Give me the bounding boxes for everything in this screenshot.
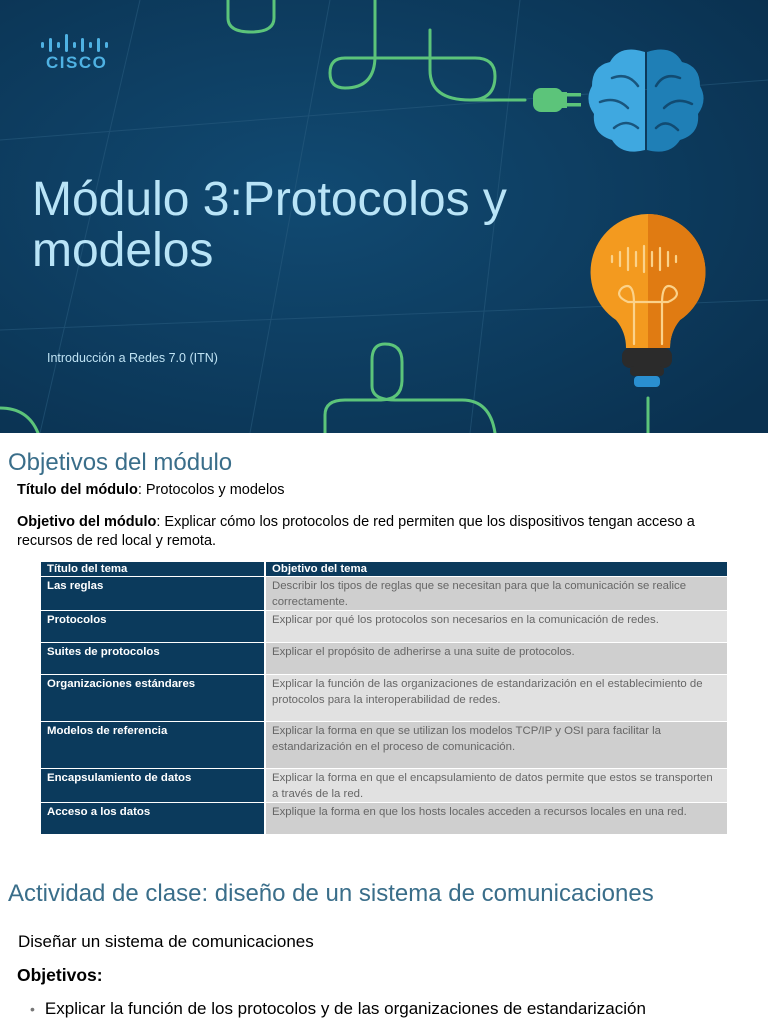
topic-cell: Organizaciones estándares bbox=[41, 675, 265, 722]
table-header-row bbox=[41, 562, 727, 577]
cisco-logo bbox=[39, 34, 111, 74]
cisco-wordmark: CISCO bbox=[46, 53, 108, 72]
bullet-icon: • bbox=[30, 1001, 35, 1017]
table-row bbox=[41, 769, 727, 803]
goal-cell: Explique la forma en que los hosts locales acceden a recursos locales en una red. bbox=[265, 803, 727, 835]
goal-cell: Explicar por qué los protocolos son necesarios en la comunicación de redes. bbox=[265, 611, 727, 643]
objectives-heading: Objetivos del módulo bbox=[8, 449, 233, 476]
column-header-goal: Objetivo del tema bbox=[265, 562, 727, 577]
goal-cell: Explicar la forma en que se utilizan los modelos TCP/IP y OSI para facilitar la estandarización en el proceso de comunicación. bbox=[265, 722, 727, 769]
topic-cell: Modelos de referencia bbox=[41, 722, 265, 769]
activity-objectives-label: Objetivos: bbox=[17, 965, 103, 985]
table-row bbox=[41, 722, 727, 769]
slide-subtitle: Introducción a Redes 7.0 (ITN) bbox=[47, 351, 218, 365]
module-goal-label: Objetivo del módulo bbox=[17, 514, 157, 530]
topic-cell: Encapsulamiento de datos bbox=[41, 769, 265, 803]
module-title-label: Título del módulo bbox=[17, 482, 138, 498]
table-row bbox=[41, 643, 727, 675]
goal-cell: Describir los tipos de reglas que se necesitan para que la comunicación se realice correctamente. bbox=[265, 577, 727, 611]
topics-table bbox=[41, 562, 727, 835]
topic-cell: Las reglas bbox=[41, 577, 265, 611]
goal-cell: Explicar la forma en que el encapsulamiento de datos permite que estos se transporten a través de la red. bbox=[265, 769, 727, 803]
goal-cell: Explicar el propósito de adherirse a una suite de protocolos. bbox=[265, 643, 727, 675]
activity-heading: Actividad de clase: diseño de un sistema de comunicaciones bbox=[8, 880, 654, 907]
title-slide bbox=[0, 0, 768, 433]
column-header-topic: Título del tema bbox=[41, 562, 265, 577]
table-row bbox=[41, 803, 727, 835]
slide-title: Módulo 3:Protocolos y modelos bbox=[32, 173, 507, 277]
cisco-bars-icon bbox=[39, 34, 111, 52]
activity-subheading: Diseñar un sistema de comunicaciones bbox=[18, 932, 314, 951]
topic-cell: Protocolos bbox=[41, 611, 265, 643]
table-row bbox=[41, 577, 727, 611]
module-goal-line bbox=[17, 513, 737, 551]
table-row bbox=[41, 675, 727, 722]
list-item bbox=[30, 999, 646, 1019]
topic-cell: Suites de protocolos bbox=[41, 643, 265, 675]
bullet-text: Explicar la función de los protocolos y de las organizaciones de estandarización bbox=[44, 999, 646, 1018]
module-goal-value: : Explicar cómo los protocolos de red permiten que los dispositivos tengan acceso a recursos de red local y remota. bbox=[17, 514, 695, 549]
table-row bbox=[41, 611, 727, 643]
module-title-value: : Protocolos y modelos bbox=[137, 482, 285, 498]
topic-cell: Acceso a los datos bbox=[41, 803, 265, 835]
module-title-line bbox=[17, 481, 737, 500]
goal-cell: Explicar la función de las organizaciones de estandarización en el establecimiento de protocolos para la interoperabilidad de redes. bbox=[265, 675, 727, 722]
